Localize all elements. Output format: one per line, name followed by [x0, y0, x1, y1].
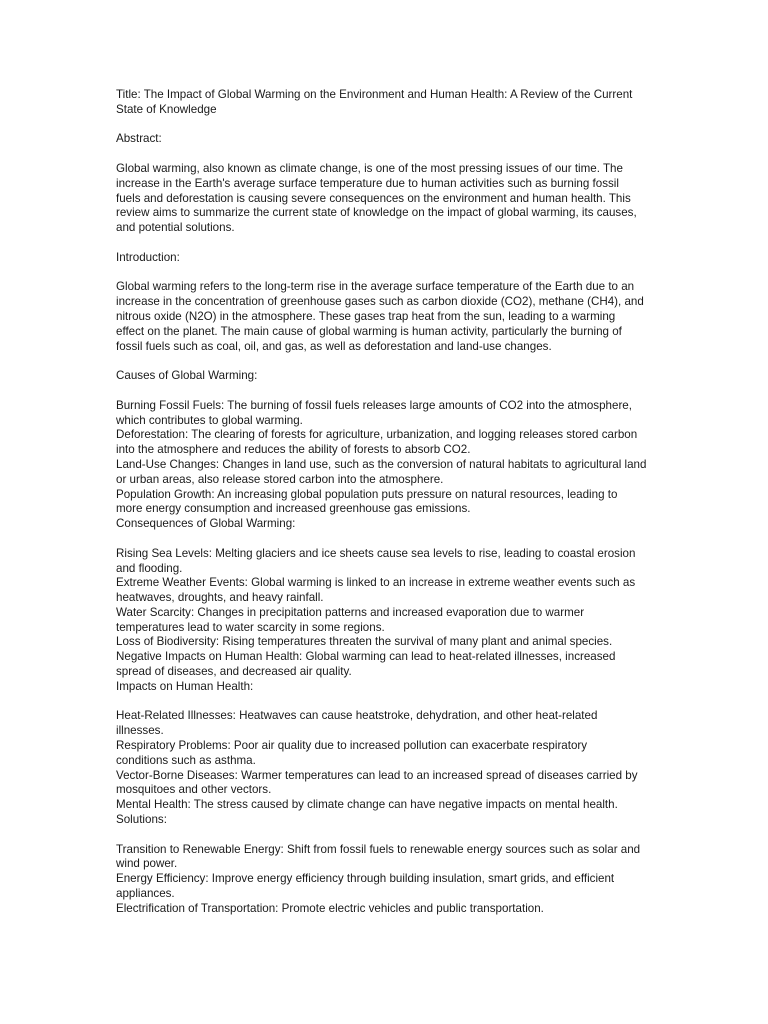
- causes-line: Land-Use Changes: Changes in land use, such as the conversion of natural habitats to agricultural land: [116, 457, 647, 471]
- introduction-line: effect on the planet. The main cause of global warming is human activity, particularly the burning of: [116, 324, 622, 338]
- consequences-heading: Consequences of Global Warming:: [116, 517, 296, 531]
- causes-list: [116, 399, 656, 517]
- solutions-heading: Solutions:: [116, 813, 167, 827]
- health-heading: Impacts on Human Health:: [116, 679, 254, 693]
- health-line: Vector-Borne Diseases: Warmer temperatures can lead to an increased spread of diseases carried by: [116, 768, 638, 782]
- abstract-line: review aims to summarize the current state of knowledge on the impact of global warming, its causes,: [116, 206, 637, 220]
- abstract-heading: Abstract:: [116, 132, 162, 146]
- health-line: illnesses.: [116, 724, 164, 738]
- causes-line: Population Growth: An increasing global population puts pressure on natural resources, leading to: [116, 487, 618, 501]
- solutions-line: appliances.: [116, 887, 175, 901]
- title-line: Title: The Impact of Global Warming on the Environment and Human Health: A Review of the Current: [116, 88, 633, 101]
- introduction-line: Global warming refers to the long-term rise in the average surface temperature of the Earth due to an: [116, 280, 635, 294]
- solutions-line: wind power.: [116, 857, 178, 871]
- solutions-line: Energy Efficiency: Improve energy efficiency through building insulation, smart grids, and efficient: [116, 872, 615, 886]
- consequences-line: Negative Impacts on Human Health: Global warming can lead to heat-related illnesses, increased: [116, 650, 616, 664]
- introduction-paragraph: [116, 280, 656, 354]
- causes-line: Burning Fossil Fuels: The burning of fossil fuels releases large amounts of CO2 into the atmosphere,: [116, 398, 632, 412]
- consequences-list: [116, 547, 656, 680]
- abstract-paragraph: [116, 162, 656, 236]
- document-body: [116, 88, 656, 917]
- health-line: Mental Health: The stress caused by climate change can have negative impacts on mental health.: [116, 798, 618, 812]
- causes-line: more energy consumption and increased greenhouse gas emissions.: [116, 502, 471, 516]
- abstract-line: and potential solutions.: [116, 221, 235, 235]
- causes-line: into the atmosphere and reduces the ability of forests to absorb CO2.: [116, 443, 471, 457]
- health-list: [116, 709, 656, 813]
- solutions-list: [116, 843, 656, 917]
- health-line: Respiratory Problems: Poor air quality due to increased pollution can exacerbate respiratory: [116, 739, 588, 753]
- causes-line: which contributes to global warming.: [116, 413, 303, 427]
- title-line: State of Knowledge: [116, 102, 217, 116]
- consequences-line: spread of diseases, and decreased air quality.: [116, 665, 352, 679]
- consequences-line: Rising Sea Levels: Melting glaciers and ice sheets cause sea levels to rise, leading to coastal erosion: [116, 546, 636, 560]
- health-line: mosquitoes and other vectors.: [116, 783, 272, 797]
- solutions-line: Electrification of Transportation: Promote electric vehicles and public transportation.: [116, 901, 544, 915]
- introduction-heading: Introduction:: [116, 250, 180, 264]
- causes-heading: Causes of Global Warming:: [116, 369, 258, 383]
- consequences-line: and flooding.: [116, 561, 183, 575]
- solutions-line: Transition to Renewable Energy: Shift from fossil fuels to renewable energy sources such as solar and: [116, 842, 641, 856]
- consequences-line: Extreme Weather Events: Global warming is linked to an increase in extreme weather events such as: [116, 576, 636, 590]
- introduction-line: nitrous oxide (N2O) in the atmosphere. These gases trap heat from the sun, leading to a warming: [116, 309, 616, 323]
- causes-line: Deforestation: The clearing of forests for agriculture, urbanization, and logging releases stored carbon: [116, 428, 638, 442]
- introduction-line: fossil fuels such as coal, oil, and gas, as well as deforestation and land-use changes.: [116, 339, 552, 353]
- document-title: [116, 88, 656, 118]
- consequences-line: heatwaves, droughts, and heavy rainfall.: [116, 591, 324, 605]
- health-line: Heat-Related Illnesses: Heatwaves can cause heatstroke, dehydration, and other heat-related: [116, 709, 598, 723]
- abstract-line: Global warming, also known as climate change, is one of the most pressing issues of our time. The: [116, 161, 623, 175]
- introduction-line: increase in the concentration of greenhouse gases such as carbon dioxide (CO2), methane (CH4), and: [116, 295, 644, 309]
- abstract-line: fuels and deforestation is causing severe consequences on the environment and human health. This: [116, 191, 631, 205]
- causes-line: or urban areas, also release stored carbon into the atmosphere.: [116, 472, 444, 486]
- consequences-line: Water Scarcity: Changes in precipitation patterns and increased evaporation due to warmer: [116, 605, 585, 619]
- health-line: conditions such as asthma.: [116, 753, 256, 767]
- abstract-line: increase in the Earth's average surface temperature due to human activities such as burning fossil: [116, 176, 619, 190]
- consequences-line: Loss of Biodiversity: Rising temperatures threaten the survival of many plant and animal species.: [116, 635, 613, 649]
- consequences-line: temperatures lead to water scarcity in some regions.: [116, 620, 385, 634]
